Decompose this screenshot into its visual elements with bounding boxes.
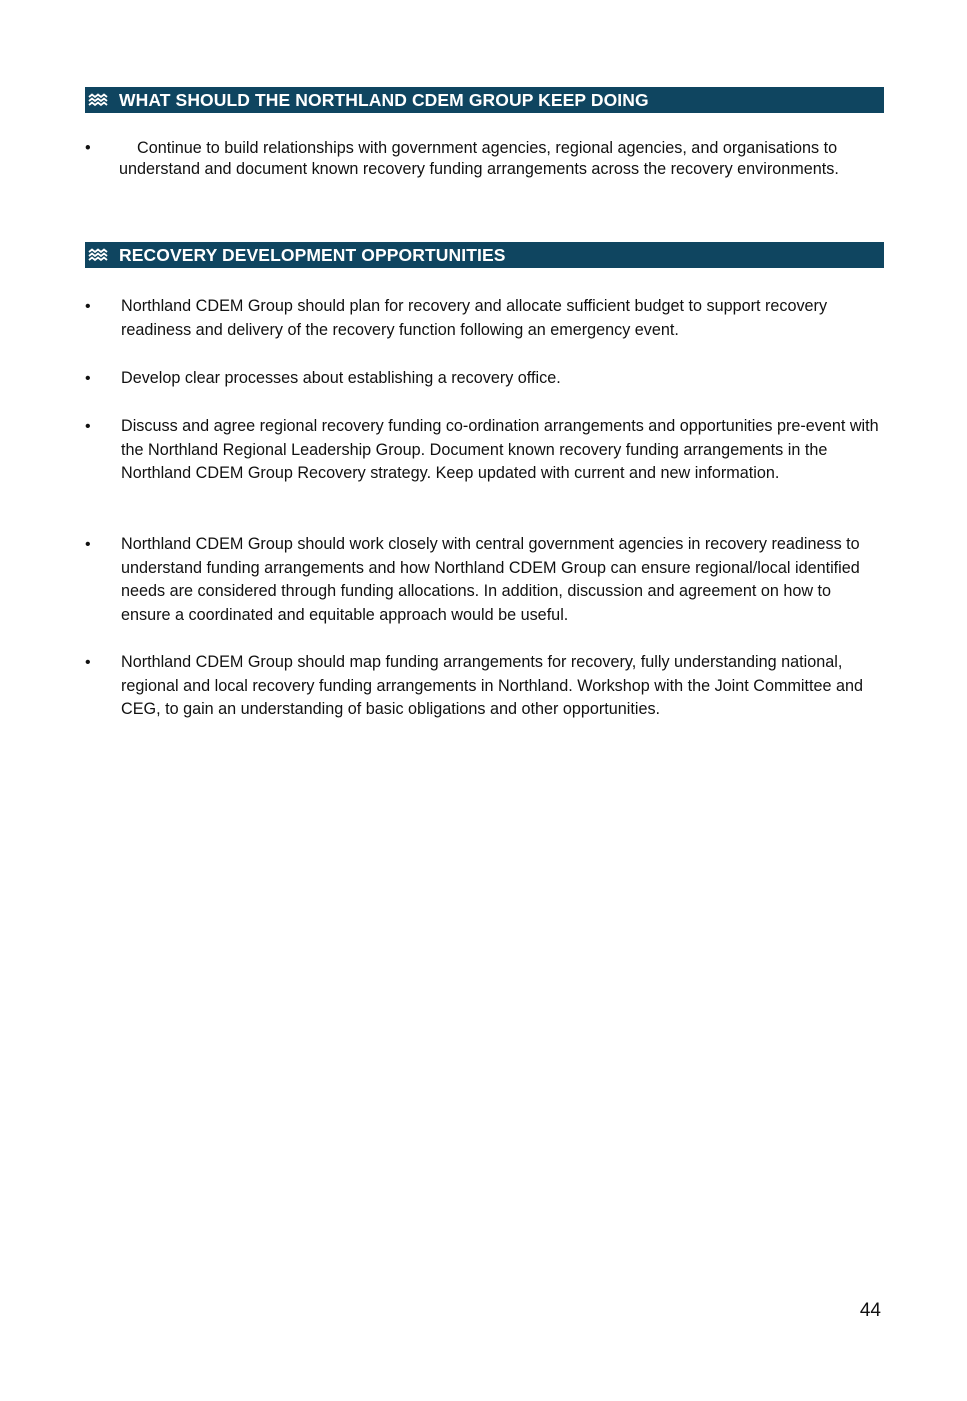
bullet-symbol: • — [85, 139, 91, 157]
waves-icon — [88, 93, 108, 107]
list-item — [85, 138, 875, 179]
bullet-symbol: • — [85, 536, 91, 553]
list-item-text: Northland CDEM Group should work closely with central government agencies in recovery readiness to understand funding arrangements and how Northland CDEM Group can ensure regional/local identified needs are considered through funding allocations. In addition, discussion and agreement on how to ensure a coordinated and equitable approach would be useful. — [121, 535, 860, 624]
list-item-text: Northland CDEM Group should map funding arrangements for recovery, fully understanding national, regional and local recovery funding arrangements in Northland. Workshop with the Joint Committee and CEG, to gain an understanding of basic obligations and other opportunities. — [121, 653, 864, 718]
list-item — [85, 367, 885, 391]
list-item-text: Northland CDEM Group should plan for recovery and allocate sufficient budget to support recovery readiness and delivery of the recovery function following an emergency event. — [121, 297, 828, 339]
waves-icon — [88, 248, 108, 262]
section-title: WHAT SHOULD THE NORTHLAND CDEM GROUP KEEP DOING — [119, 89, 649, 110]
section-header-keep-doing — [85, 87, 884, 113]
list-item-text: Discuss and agree regional recovery funding co-ordination arrangements and opportunities pre-event with the Northland Regional Leadership Group. Document known recovery funding arrangements in the Northland CDEM Group Recovery strategy. Keep updated with current and new information. — [121, 417, 879, 482]
list-item — [85, 651, 885, 722]
section-title: RECOVERY DEVELOPMENT OPPORTUNITIES — [119, 244, 506, 265]
list-item-text: Develop clear processes about establishing a recovery office. — [121, 369, 561, 387]
bullet-symbol: • — [85, 654, 91, 671]
list-item-text: Continue to build relationships with government agencies, regional agencies, and organisations to understand and document known recovery funding arrangements across the recovery environments. — [119, 139, 839, 178]
bullet-symbol: • — [85, 370, 91, 387]
list-item — [85, 415, 885, 486]
bullet-symbol: • — [85, 298, 91, 315]
page-number: 44 — [859, 1300, 881, 1321]
list-item — [85, 295, 885, 342]
list-item — [85, 533, 885, 627]
section-header-opportunities — [85, 242, 884, 268]
bullet-symbol: • — [85, 418, 91, 435]
